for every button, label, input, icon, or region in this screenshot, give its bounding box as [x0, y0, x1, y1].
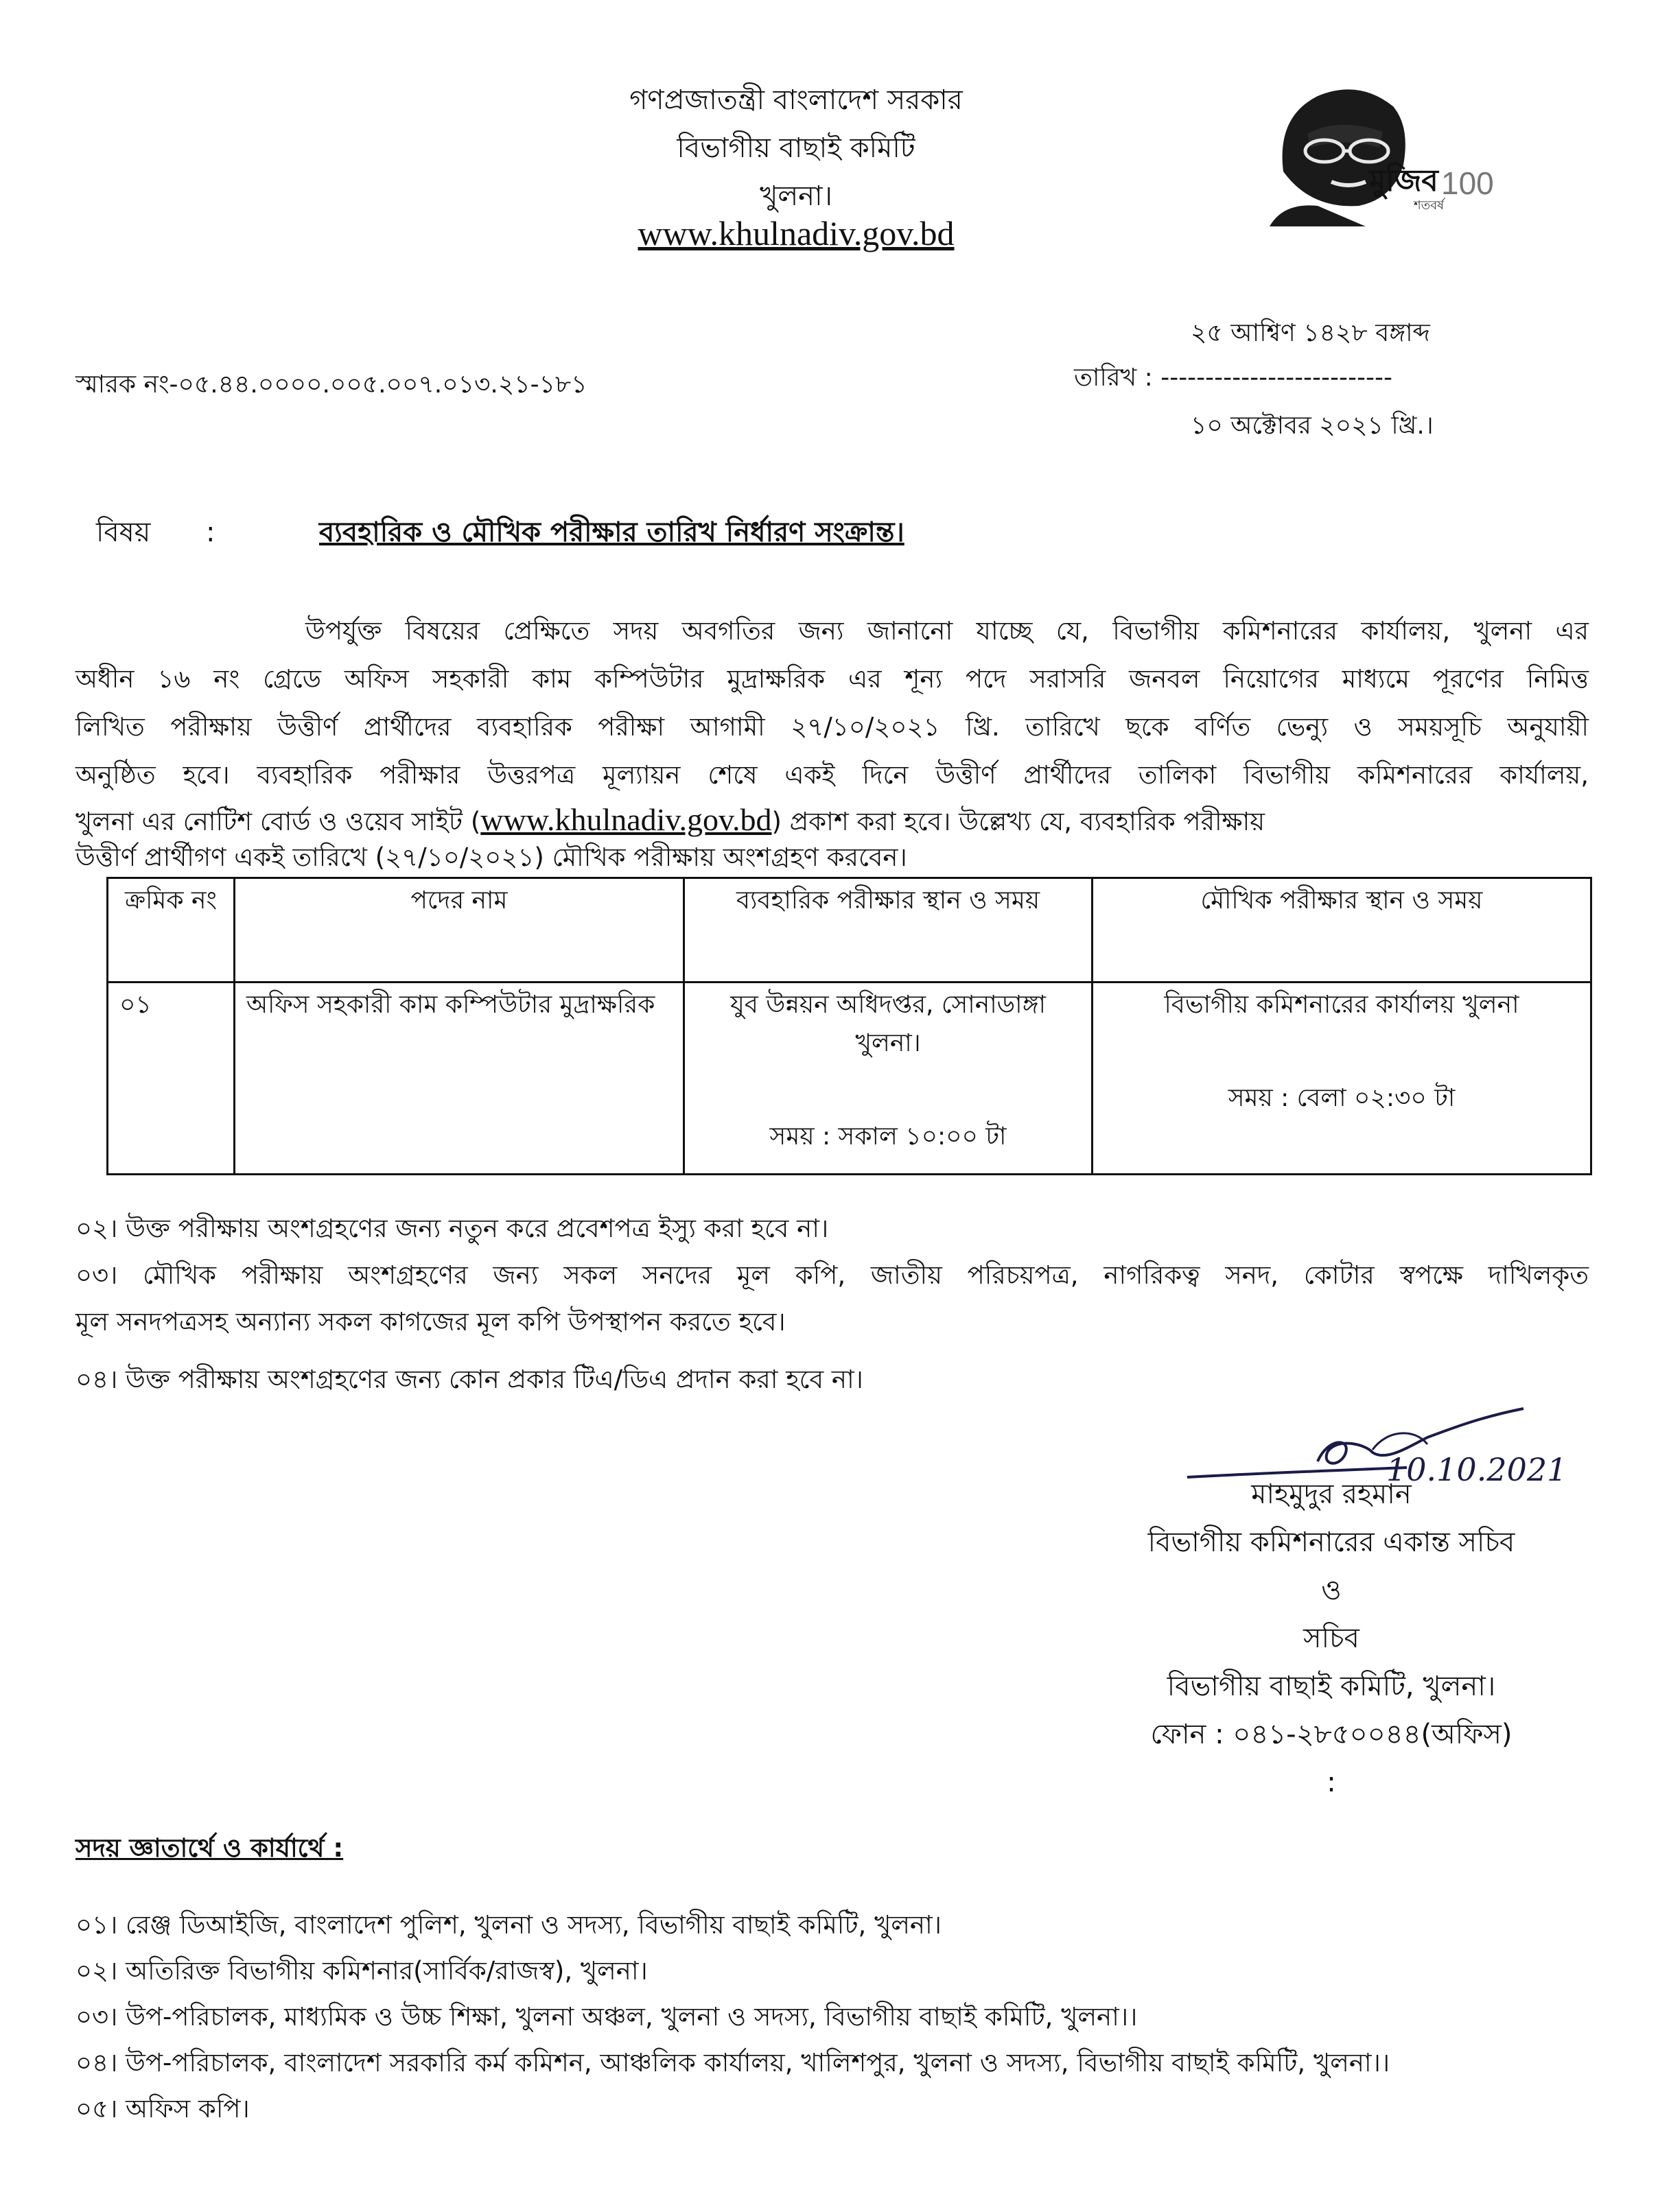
logo-number: 100 [1441, 165, 1494, 201]
distribution-item: ০৫। অফিস কপি। [75, 2094, 250, 2123]
header-viva: মৌখিক পরীক্ষার স্থান ও সময় [1093, 878, 1591, 983]
cell-serial: ০১ [108, 983, 235, 1175]
distribution-item: ০৪। উপ-পরিচালক, বাংলাদেশ সরকারি কর্ম কমিশন, আঞ্চলিক কার্যালয়, খালিশপুর, খুলনা ও সদস্য, বিভাগীয় বাছাই কমিটি, খুলনা।। [75, 2048, 1390, 2078]
cell-practical-place: যুব উন্নয়ন অধিদপ্তর, সোনাডাঙ্গা খুলনা। [730, 991, 1046, 1057]
subject-label: বিষয় [96, 517, 151, 548]
cell-viva [1093, 983, 1591, 1175]
cell-post: অফিস সহকারী কাম কম্পিউটার মুদ্রাক্ষরিক [235, 983, 684, 1175]
header-city: খুলনা। [760, 180, 832, 212]
body-website-link[interactable]: www.khulnadiv.gov.bd [480, 802, 772, 837]
cell-viva-place: বিভাগীয় কমিশনারের কার্যালয় খুলনা [1164, 991, 1519, 1019]
header-practical: ব্যবহারিক পরীক্ষার স্থান ও সময় [684, 878, 1093, 983]
signatory-phone: ফোন : ০৪১-২৮৫০০৪৪(অফিস) [1150, 1719, 1513, 1750]
header-serial: ক্রমিক নং [108, 878, 235, 983]
header-committee: বিভাগীয় বাছাই কমিটি [677, 132, 915, 164]
date-label: তারিখ : -------------------------- [1074, 364, 1392, 392]
signatory-colon: : [1327, 1767, 1336, 1798]
mujib-100-logo [1256, 69, 1494, 226]
point-03-cont: মূল সনদপত্রসহ অন্যান্য সকল কাগজের মূল কপি উপস্থাপন করতে হবে। [75, 1307, 786, 1337]
signatory-title-3: বিভাগীয় বাছাই কমিটি, খুলনা। [1167, 1671, 1496, 1702]
table-row [108, 983, 1591, 1175]
signatory-and: ও [1321, 1575, 1342, 1606]
body-line-3: লিখিত পরীক্ষায় উত্তীর্ণ প্রার্থীদের ব্যবহারিক পরীক্ষা আগামী ২৭/১০/২০২১ খ্রি. তারিখে ছকে বর্ণিত ভেন্যু ও সময়সূচি অনুযায়ী [75, 712, 1589, 742]
distribution-item: ০২। অতিরিক্ত বিভাগীয় কমিশনার(সার্বিক/রাজস্ব), খুলনা। [75, 1956, 648, 1986]
logo-text-sub: শতবর্ষ [1414, 198, 1445, 213]
body-line-4: অনুষ্ঠিত হবে। ব্যবহারিক পরীক্ষার উত্তরপত্র মূল্যায়ন শেষে একই দিনে উত্তীর্ণ প্রার্থীদের তালিকা বিভাগীয় কমিশনারের কার্যালয়, [75, 760, 1589, 790]
point-04: ০৪। উক্ত পরীক্ষায় অংশগ্রহণের জন্য কোন প্রকার টিএ/ডিএ প্রদান করা হবে না। [75, 1365, 863, 1394]
body-line-6: উত্তীর্ণ প্রার্থীগণ একই তারিখে (২৭/১০/২০২১) মৌখিক পরীক্ষায় অংশগ্রহণ করবেন। [75, 843, 907, 872]
point-02: ০২। উক্ত পরীক্ষায় অংশগ্রহণের জন্য নতুন করে প্রবেশপত্র ইস্যু করা হবে না। [75, 1214, 829, 1243]
body-line-1: উপর্যুক্ত বিষয়ের প্রেক্ষিতে সদয় অবগতির জন্য জানানো যাচ্ছে যে, বিভাগীয় কমিশনারের কার্যালয়, খুলনা এর [305, 616, 1589, 646]
subject-colon: : [206, 517, 215, 548]
date-bangla: ২৫ আশ্বিণ ১৪২৮ বঙ্গাব্দ [1191, 319, 1430, 347]
distribution-heading: সদয় জ্ঞাতার্থে ও কার্যার্থে : [75, 1833, 344, 1863]
distribution-item: ০১। রেঞ্জ ডিআইজি, বাংলাদেশ পুলিশ, খুলনা ও সদস্য, বিভাগীয় বাছাই কমিটি, খুলনা। [75, 1910, 942, 1940]
signatory-title-1: বিভাগীয় কমিশনারের একান্ত সচিব [1147, 1527, 1515, 1558]
header-website-link[interactable]: www.khulnadiv.gov.bd [638, 214, 955, 252]
table-header-row [108, 878, 1591, 983]
header-government: গণপ্রজাতন্ত্রী বাংলাদেশ সরকার [629, 84, 963, 116]
signature-date: 10.10.2021 [1386, 1451, 1567, 1488]
exam-schedule-table [106, 877, 1592, 1175]
point-03: ০৩। মৌখিক পরীক্ষায় অংশগ্রহণের জন্য সকল সনদের মূল কপি, জাতীয় পরিচয়পত্র, নাগরিকত্ব সনদ, কোটার স্বপক্ষে দাখিলকৃত [75, 1260, 1589, 1290]
body-line-2: অধীন ১৬ নং গ্রেডে অফিস সহকারী কাম কম্পিউটার মুদ্রাক্ষরিক এর শূন্য পদে সরাসরি জনবল নিয়োগের মাধ্যমে পূরণের নিমিত্ত [75, 664, 1589, 694]
body-line-5-pre: খুলনা এর নোটিশ বোর্ড ও ওয়েব সাইট ( [75, 807, 481, 836]
body-line-5-post: ) প্রকাশ করা হবে। উল্লেখ্য যে, ব্যবহারিক পরীক্ষায় [771, 807, 1265, 836]
date-english: ১০ অক্টোবর ২০২১ খ্রি.। [1191, 412, 1434, 440]
cell-practical [684, 983, 1093, 1175]
cell-practical-time: সময় : সকাল ১০:০০ টা [769, 1122, 1007, 1151]
signatory-title-2: সচিব [1303, 1623, 1359, 1654]
logo-text-main: মুজিব [1369, 163, 1438, 198]
distribution-item: ০৩। উপ-পরিচালক, মাধ্যমিক ও উচ্চ শিক্ষা, খুলনা অঞ্চল, খুলনা ও সদস্য, বিভাগীয় বাছাই কমিটি, খুলনা।। [75, 2002, 1138, 2032]
cell-viva-time: সময় : বেলা ০২:৩০ টা [1228, 1084, 1456, 1112]
header-post: পদের নাম [235, 878, 684, 983]
signatory-name: মাহমুদুর রহমান [1251, 1479, 1412, 1510]
memo-ref: স্মারক নং-০৫.৪৪.০০০০.০০৫.০০৭.০১৩.২১-১৮১ [75, 370, 587, 399]
subject-text: ব্যবহারিক ও মৌখিক পরীক্ষার তারিখ নির্ধারণ সংক্রান্ত। [319, 517, 904, 548]
